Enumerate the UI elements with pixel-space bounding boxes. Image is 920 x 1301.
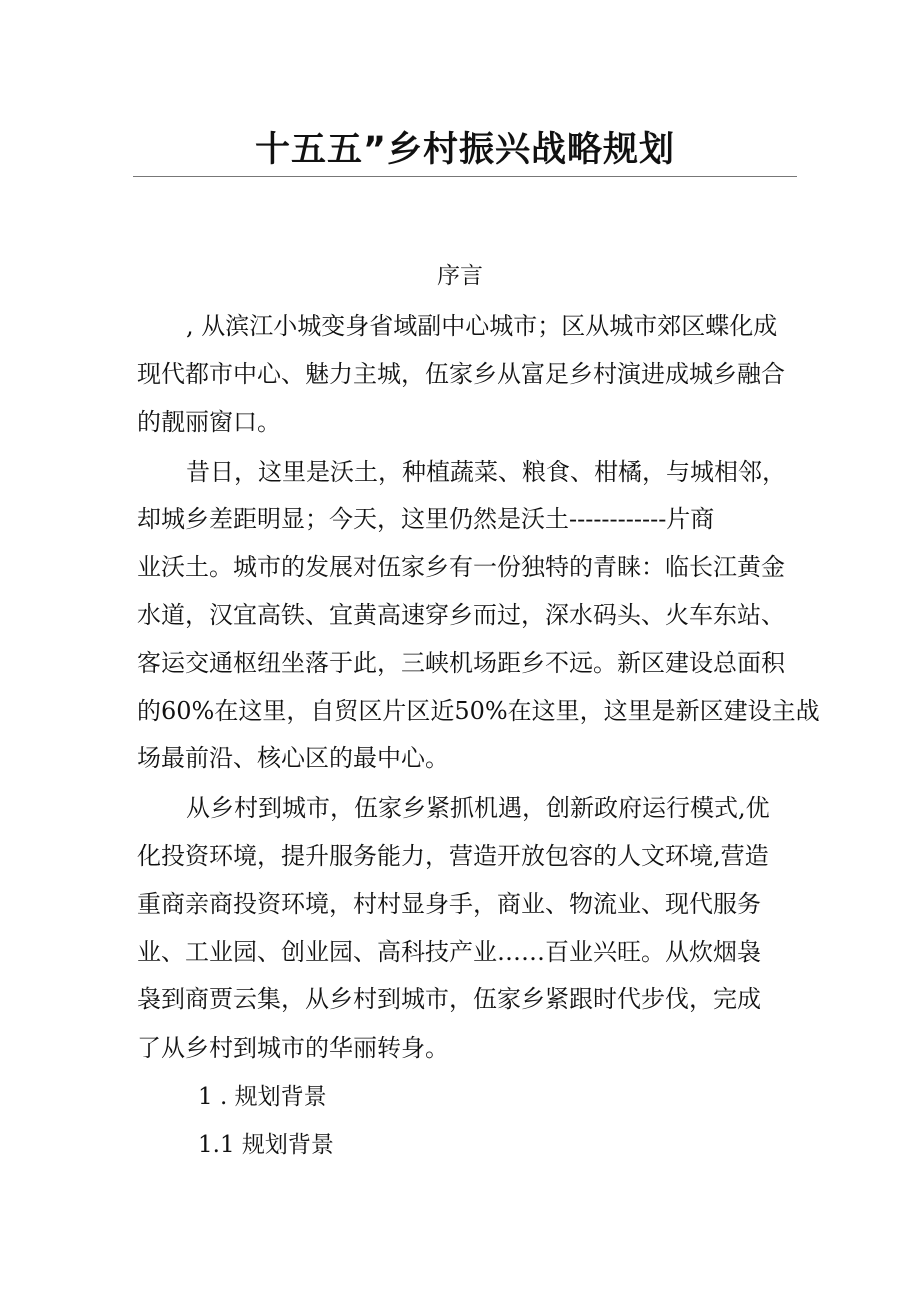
body-line: 水道，汉宜高铁、宜黄高速穿乡而过，深水码头、火车东站、 — [137, 601, 785, 629]
body-line: 现代都市中心、魅力主城，伍家乡从富足乡村演进成城乡融合 — [137, 360, 785, 388]
body-line: , 从滨江小城变身省域副中心城市；区从城市郊区蝶化成 — [186, 312, 778, 340]
body-line: 昔日，这里是沃土，种植蔬菜、粮食、柑橘，与城相邻， — [186, 458, 786, 486]
section-heading: 1 . 规划背景 — [198, 1084, 327, 1110]
body-line: 场最前沿、核心区的最中心。 — [137, 744, 449, 772]
body-line: 袅到商贾云集，从乡村到城市，伍家乡紧跟时代步伐，完成 — [137, 985, 761, 1013]
body-line: 的靓丽窗口。 — [137, 408, 281, 436]
subsection-heading: 1.1 规划背景 — [198, 1132, 334, 1158]
title-divider — [133, 176, 797, 177]
body-line: 重商亲商投资环境，村村显身手，商业、物流业、现代服务 — [137, 890, 761, 918]
document-title: 十五五”乡村振兴战略规划 — [254, 130, 675, 170]
body-line: 客运交通枢纽坐落于此，三峡机场距乡不远。新区建设总面积 — [137, 649, 785, 677]
body-line: 业沃土。城市的发展对伍家乡有一份独特的青睐：临长江黄金 — [137, 553, 785, 581]
preface-heading: 序言 — [437, 263, 483, 289]
body-line: 的60%在这里，自贸区片区近50%在这里，这里是新区建设主战 — [137, 697, 820, 725]
body-line: 却城乡差距明显；今天，这里仍然是沃土------------片商 — [137, 505, 715, 533]
body-line: 业、工业园、创业园、高科技产业……百业兴旺。从炊烟袅 — [137, 938, 761, 966]
body-line: 从乡村到城市，伍家乡紧抓机遇，创新政府运行模式,优 — [186, 794, 770, 822]
body-line: 了从乡村到城市的华丽转身。 — [137, 1034, 449, 1062]
body-line: 化投资环境，提升服务能力，营造开放包容的人文环境,营造 — [137, 842, 769, 870]
